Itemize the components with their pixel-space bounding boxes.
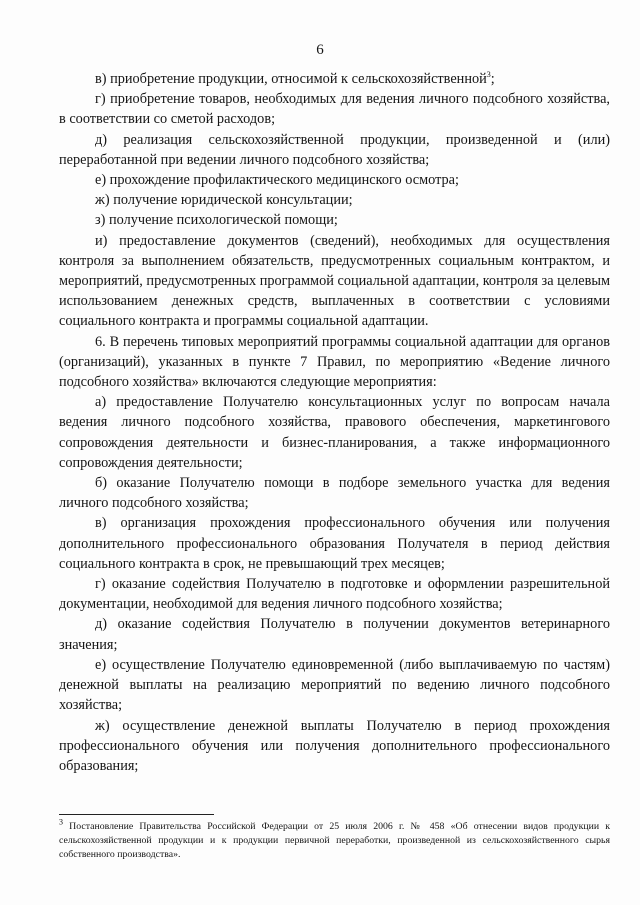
paragraph-d-sale: д) реализация сельскохозяйственной продукции, произведенной и (или) переработанной при ведении личного подсобного хозяйства; [59,131,610,168]
paragraph-e-lump-sum: е) осуществление Получателю единовременной (либо выплачиваемую по частям) денежной выплаты на реализацию мероприятий по ведению личного подсобного хозяйства; [59,656,610,714]
paragraph-6-list: 6. В перечень типовых мероприятий программы социальной адаптации для органов (организаций), указанных в пункте 7 Правил, по мероприятию «Ведение личного подсобного хозяйства» включаются следующие мероприятия: [59,333,610,391]
paragraph-i-documents: и) предоставление документов (сведений), необходимых для осуществления контроля за выполнением обязательств, предусмотренных социальным контрактом, и мероприятий, предусмотренных программой социальной адаптации, контроля за целевым использованием денежных средств, выплаченных в соответствии с условиями социального контракта и программы социальной адаптации. [59,232,610,330]
footnote-marker: 3 [59,817,63,827]
paragraph-v-products [59,69,610,89]
paragraph-a-consulting: а) предоставление Получателю консультационных услуг по вопросам начала ведения личного подсобного хозяйства, правового обеспечения, маркетингового сопровождения деятельности и бизнес-планирования, а также информационного сопровождения деятельности; [59,394,610,471]
paragraph-punctuation: ; [490,71,495,87]
footnote [59,817,610,862]
page-number: 6 [316,42,324,58]
paragraph-zh-payment: ж) осуществление денежной выплаты Получателю в период прохождения профессионального обучения или получения дополнительного профессионального образования; [59,717,610,774]
footnote-text: Постановление Правительства Российской Федерации от 25 июля 2006 г. № 458 «Об отнесении видов продукции к сельскохозяйственной продукции и к продукции первичной переработки, произведенной из сельскохозяйственного сырья собственного производства». [59,821,610,860]
paragraph-b-land: б) оказание Получателю помощи в подборе земельного участка для ведения личного подсобного хозяйства; [59,475,610,512]
paragraph-g-permits: г) оказание содействия Получателю в подготовке и оформлении разрешительной документации, необходимой для ведения личного подсобного хозяйства; [59,576,610,613]
paragraph-e-medical: е) прохождение профилактического медицинского осмотра; [95,172,459,189]
paragraph-v-training: в) организация прохождения профессионального обучения или получения дополнительного профессионального образования Получателя в период действия социального контракта в срок, не превышающий трех месяцев; [59,515,610,572]
document-body [59,69,610,776]
paragraph-text: в) приобретение продукции, относимой к сельскохозяйственной [95,71,487,87]
footnote-reference: 3 [486,70,491,80]
paragraph-d-veterinary: д) оказание содействия Получателю в получении документов ветеринарного значения; [59,616,610,653]
paragraph-z-psychological: з) получение психологической помощи; [95,212,338,229]
paragraph-g-goods: г) приобретение товаров, необходимых для ведения личного подсобного хозяйства, в соответствии со сметой расходов; [59,91,610,128]
footnote-separator [59,814,214,815]
paragraph-zh-legal: ж) получение юридической консультации; [95,192,353,209]
